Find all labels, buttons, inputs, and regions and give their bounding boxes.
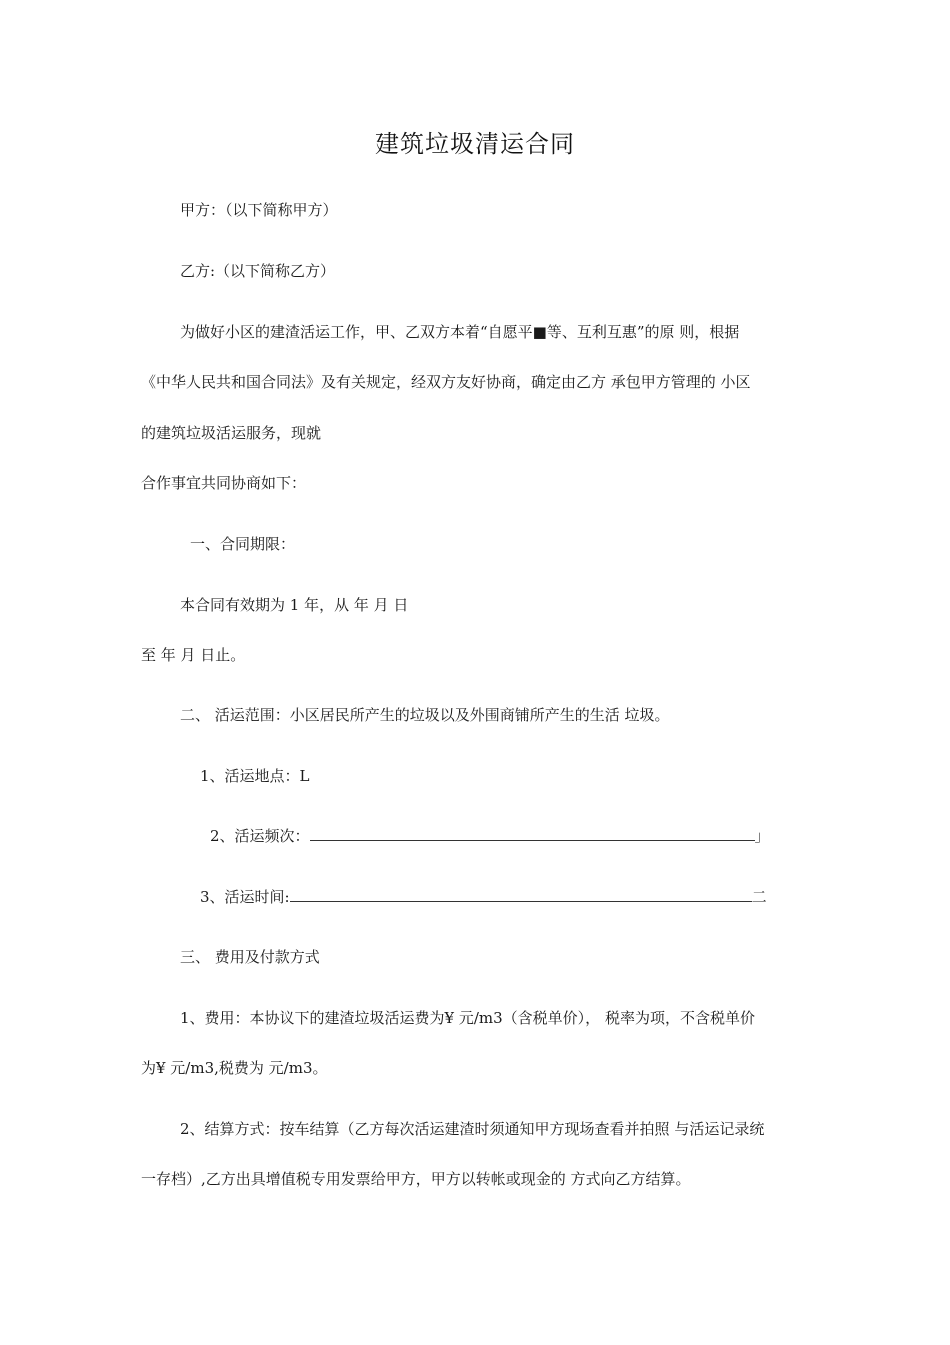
document-title: 建筑垃圾清运合同 bbox=[375, 130, 575, 158]
frequency-label: 2、活运频次： bbox=[210, 827, 310, 845]
party-b-line: 乙方:（以下简称乙方） bbox=[180, 262, 336, 280]
section-3-heading: 三、 费用及付款方式 bbox=[180, 948, 320, 966]
term-line-1: 本合同有效期为 1 年，从 年 月 日 bbox=[180, 596, 409, 614]
time-label: 3、活运时间: bbox=[200, 888, 290, 906]
fee-line-2: 为¥ 元/m3,税费为 元/m3。 bbox=[141, 1059, 328, 1077]
settlement-line-2: 一存档）,乙方出具增值税专用发票给甲方，甲方以转帐或现金的 方式向乙方结算。 bbox=[141, 1170, 691, 1188]
intro-line-4: 合作事宜共同协商如下： bbox=[141, 474, 307, 492]
location-item: 1、活运地点：L bbox=[200, 767, 310, 785]
time-item bbox=[200, 886, 767, 907]
intro-line-3: 的建筑垃圾活运服务，现就 bbox=[141, 424, 322, 442]
intro-line-2: 《中华人民共和国合同法》及有关规定，经双方友好协商，确定由乙方 承包甲方管理的 小区 bbox=[141, 373, 751, 391]
term-line-2: 至 年 月 日止。 bbox=[141, 646, 246, 664]
frequency-item bbox=[210, 825, 770, 846]
frequency-tail: 」 bbox=[754, 827, 770, 845]
frequency-blank bbox=[310, 826, 755, 841]
intro-line-1: 为做好小区的建渣活运工作，甲、乙双方本着“自愿平■等、互利互惠”的原 则，根据 bbox=[180, 323, 740, 341]
time-blank bbox=[290, 887, 752, 902]
section-2-heading: 二、 活运范围：小区居民所产生的垃圾以及外围商铺所产生的生活 垃圾。 bbox=[180, 706, 670, 724]
fee-line-1: 1、费用：本协议下的建渣垃圾活运费为¥ 元/m3（含税单价）， 税率为项，不含税单价 bbox=[180, 1009, 755, 1027]
section-1-heading: 一、合同期限： bbox=[190, 535, 296, 553]
time-tail: 二 bbox=[751, 888, 767, 906]
party-a-line: 甲方：（以下简称甲方） bbox=[180, 201, 338, 219]
settlement-line-1: 2、结算方式：按车结算（乙方每次活运建渣时须通知甲方现场查看并拍照 与活运记录统 bbox=[180, 1120, 765, 1138]
